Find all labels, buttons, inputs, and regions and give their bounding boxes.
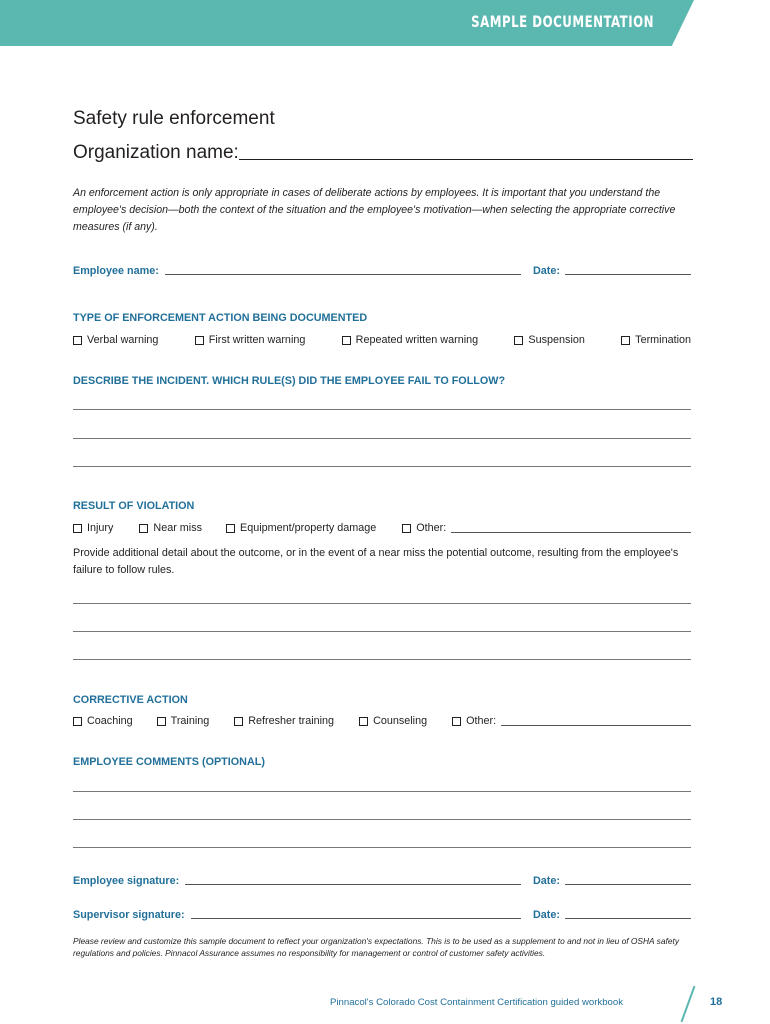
organization-name-label: Organization name: [73,142,239,163]
incident-heading: DESCRIBE THE INCIDENT. WHICH RULE(S) DID THE EMPLOYEE FAIL TO FOLLOW? [73,375,506,387]
checkbox[interactable] [342,336,351,345]
organization-name-field[interactable] [73,142,693,164]
action-type-options [73,334,691,346]
date-label: Date: [533,265,560,277]
disclaimer-text: Please review and customize this sample document to reflect your organization's expectations. This is to be used as a supplement to and not in lieu of OSHA safety regulations and policies. Pinnacol Assurance assumes no responsibility for management or control of customer safety activities. [73,936,680,958]
corrective-heading: CORRECTIVE ACTION [73,694,188,706]
employee-name-line[interactable] [165,274,521,275]
option-verbal-warning[interactable]: Verbal warning [73,334,158,346]
option-other[interactable]: Other: [402,522,691,534]
date-label: Date: [533,909,560,921]
result-heading: RESULT OF VIOLATION [73,500,195,512]
action-type-heading: TYPE OF ENFORCEMENT ACTION BEING DOCUMENTED [73,312,368,324]
option-first-written-warning[interactable]: First written warning [195,334,306,346]
option-repeated-written-warning[interactable]: Repeated written warning [342,334,478,346]
result-line[interactable] [73,603,691,604]
checkbox[interactable] [621,336,630,345]
employee-signature-line[interactable] [185,884,521,885]
supervisor-signature-row [73,909,691,921]
date-line[interactable] [565,274,691,275]
option-injury[interactable]: Injury [73,522,113,534]
option-suspension[interactable]: Suspension [514,334,584,346]
footer-text: Pinnacol's Colorado Cost Containment Certification guided workbook [330,997,623,1008]
option-near-miss[interactable]: Near miss [139,522,202,534]
incident-line[interactable] [73,409,691,410]
option-counseling[interactable]: Counseling [359,715,427,727]
option-termination[interactable]: Termination [621,334,691,346]
date-line[interactable] [565,884,691,885]
employee-name-label: Employee name: [73,265,159,277]
checkbox[interactable] [359,717,368,726]
employee-signature-row [73,875,691,887]
checkbox[interactable] [234,717,243,726]
comments-heading: EMPLOYEE COMMENTS (OPTIONAL) [73,756,265,768]
page-number: 18 [710,996,723,1008]
date-line[interactable] [565,918,691,919]
checkbox[interactable] [226,524,235,533]
checkbox[interactable] [195,336,204,345]
corrective-options [73,715,691,727]
option-coaching[interactable]: Coaching [73,715,133,727]
checkbox[interactable] [73,717,82,726]
checkbox[interactable] [73,524,82,533]
organization-name-line[interactable] [239,159,693,160]
header-banner-text: SAMPLE DOCUMENTATION [471,12,654,31]
incident-line[interactable] [73,438,691,439]
date-label: Date: [533,875,560,887]
checkbox[interactable] [402,524,411,533]
other-line[interactable] [451,523,691,533]
comments-line[interactable] [73,791,691,792]
other-line[interactable] [501,716,691,726]
page-title: Safety rule enforcement [73,108,275,129]
result-line[interactable] [73,659,691,660]
option-refresher-training[interactable]: Refresher training [234,715,334,727]
intro-paragraph: An enforcement action is only appropriate in cases of deliberate actions by employees. It is important that you understand the employee's decision—both the context of the situation and the employee's motivation—when selecting the appropriate corrective measures (if any). [73,187,676,233]
result-detail-text: Provide additional detail about the outcome, or in the event of a near miss the potential outcome, resulting from the employee's failure to follow rules. [73,547,679,576]
option-equipment-damage[interactable]: Equipment/property damage [226,522,376,534]
comments-line[interactable] [73,847,691,848]
incident-line[interactable] [73,466,691,467]
result-line[interactable] [73,631,691,632]
option-training[interactable]: Training [157,715,210,727]
footer-divider [681,986,696,1022]
supervisor-signature-line[interactable] [191,918,521,919]
option-other[interactable]: Other: [452,715,691,727]
checkbox[interactable] [452,717,461,726]
comments-line[interactable] [73,819,691,820]
checkbox[interactable] [514,336,523,345]
checkbox[interactable] [139,524,148,533]
employee-name-row [73,265,691,277]
checkbox[interactable] [73,336,82,345]
result-options [73,522,691,534]
supervisor-signature-label: Supervisor signature: [73,909,185,921]
checkbox[interactable] [157,717,166,726]
employee-signature-label: Employee signature: [73,875,180,887]
